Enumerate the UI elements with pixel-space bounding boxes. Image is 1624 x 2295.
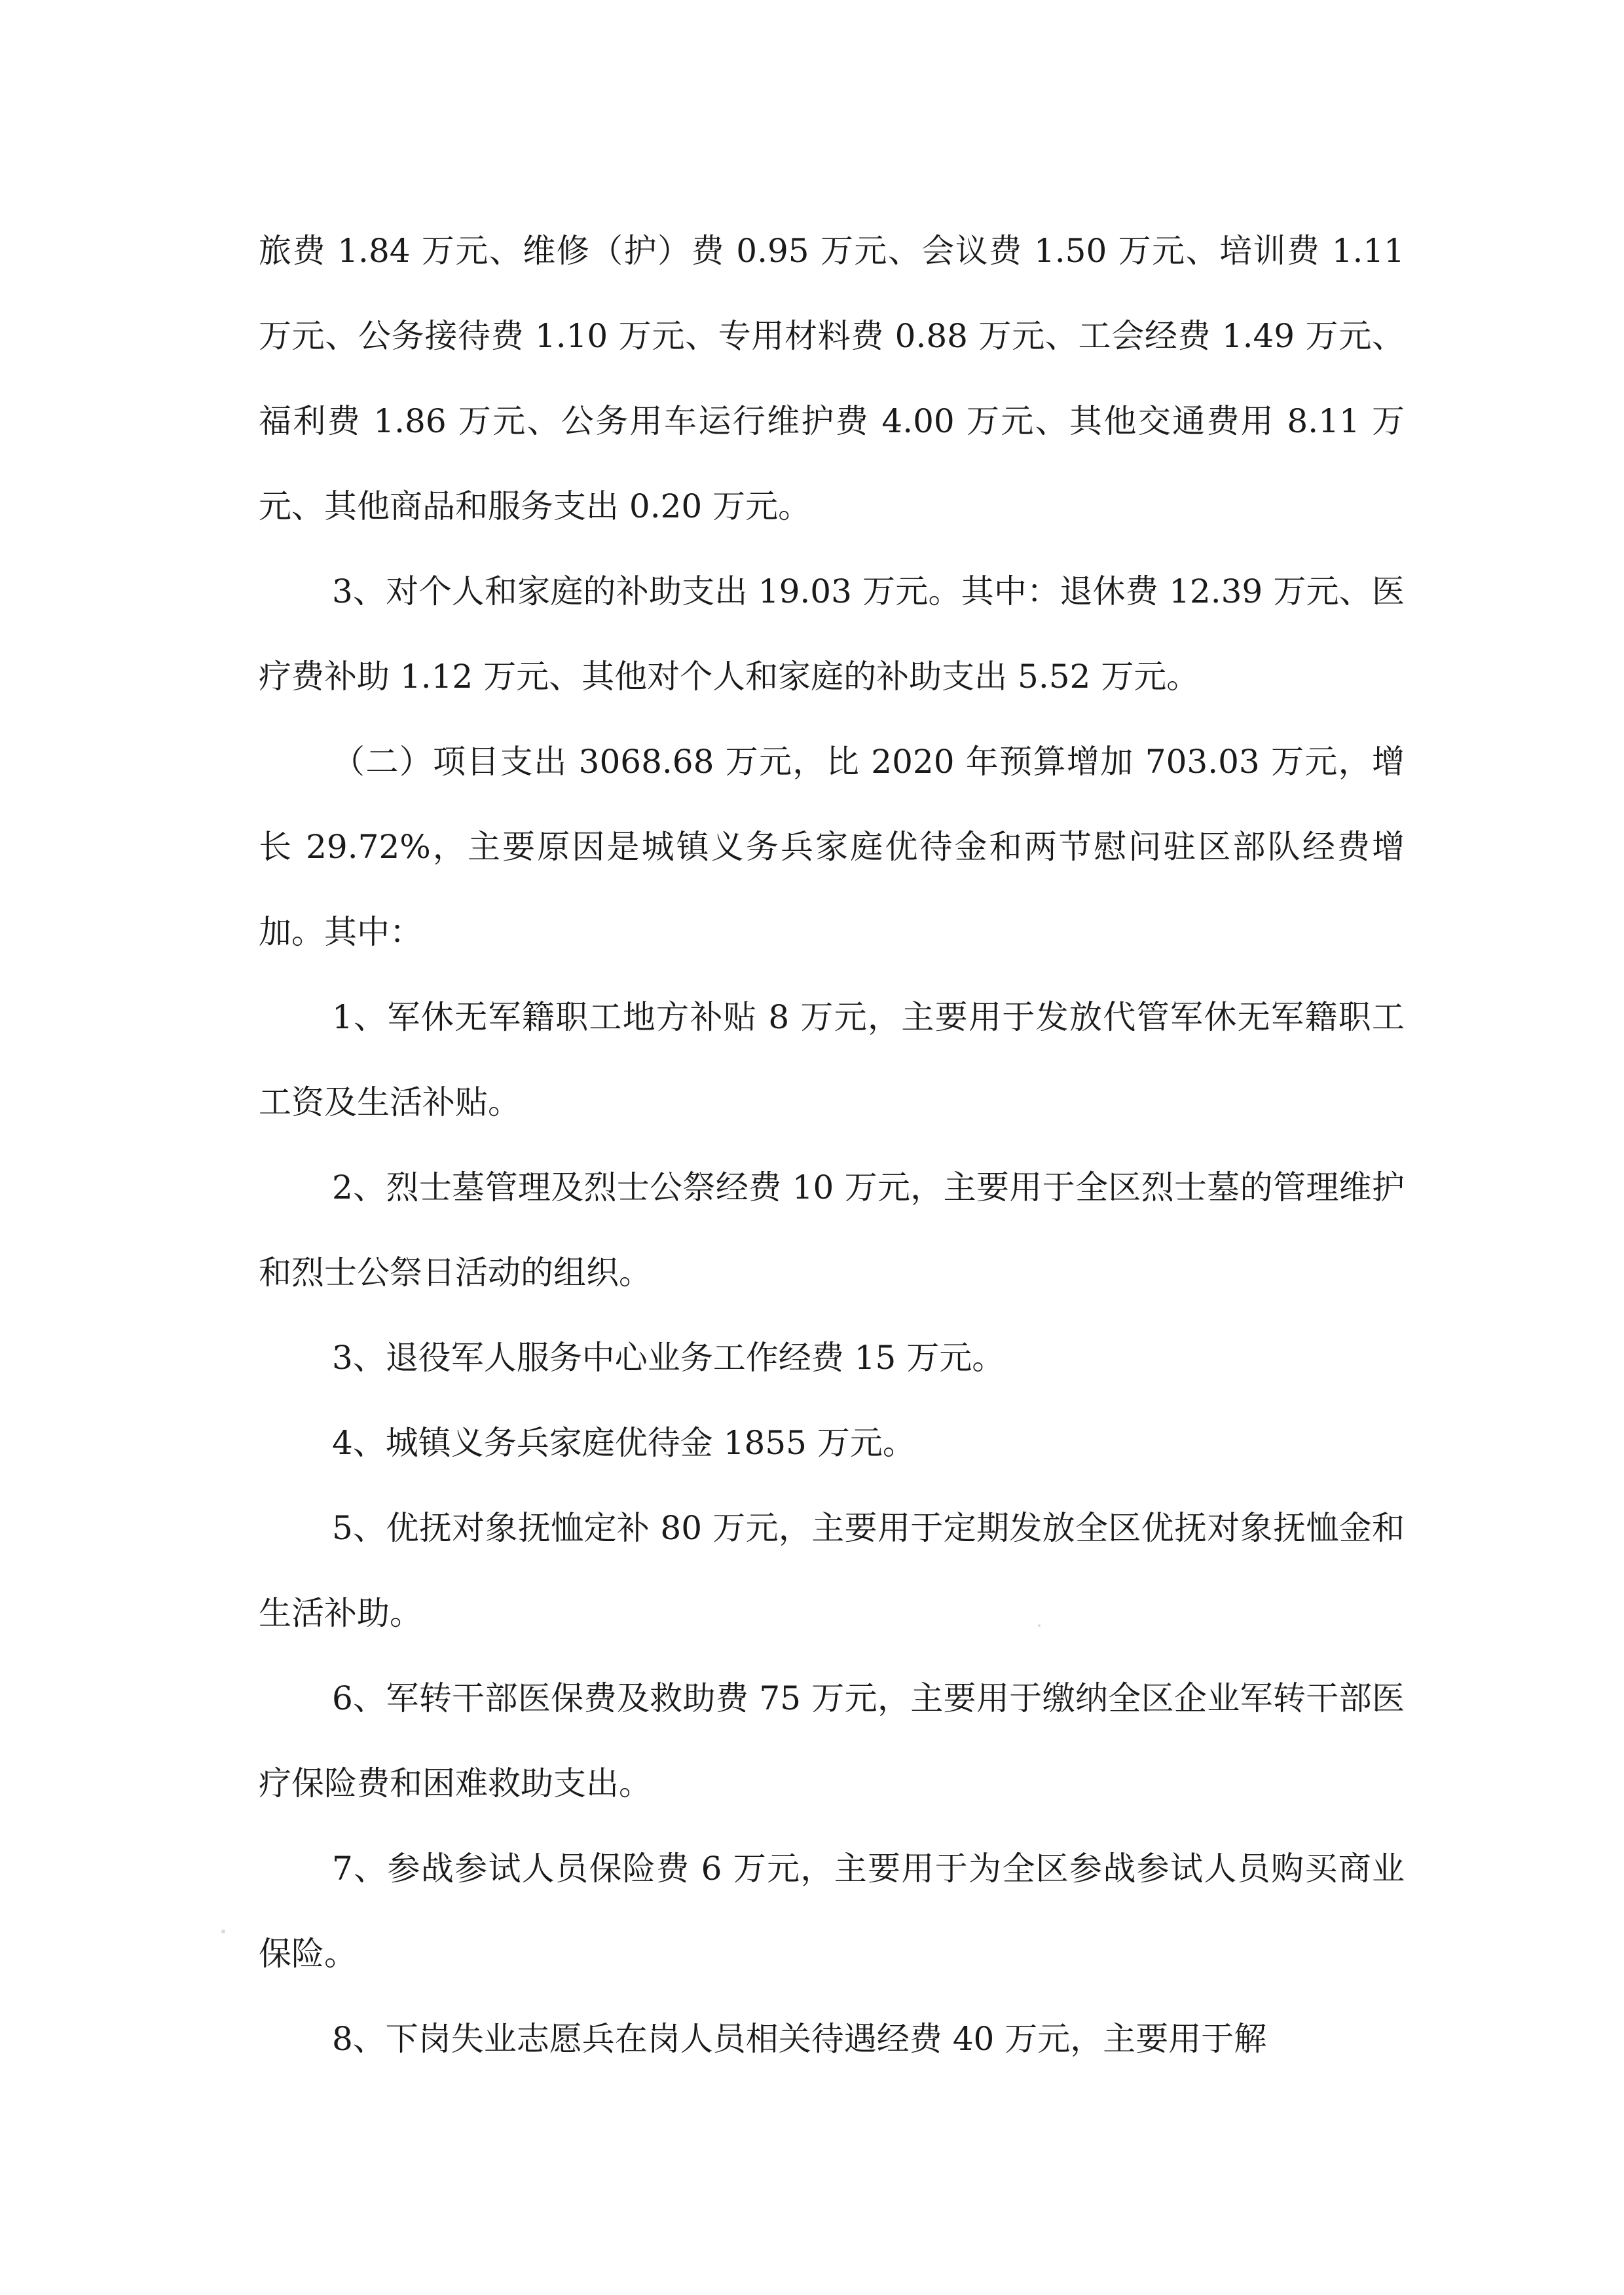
paragraph-item-5: 5、优抚对象抚恤定补 80 万元，主要用于定期发放全区优抚对象抚恤金和生活补助。: [259, 1509, 1405, 1632]
paragraph-item-4: 4、城镇义务兵家庭优待金 1855 万元。: [332, 1424, 915, 1462]
paragraph-item-2: 2、烈士墓管理及烈士公祭经费 10 万元，主要用于全区烈士墓的管理维护和烈士公祭日活动的组织。: [259, 1168, 1405, 1292]
scan-speck: [221, 1930, 225, 1933]
paragraph-item-7: 7、参战参试人员保险费 6 万元，主要用于为全区参战参试人员购买商业保险。: [259, 1850, 1405, 1973]
paragraph-household-subsidy: 3、对个人和家庭的补助支出 19.03 万元。其中：退休费 12.39 万元、医疗费补助 1.12 万元、其他对个人和家庭的补助支出 5.52 万元。: [259, 572, 1405, 696]
paragraph-item-3: 3、退役军人服务中心业务工作经费 15 万元。: [332, 1339, 1005, 1377]
document-body: [259, 208, 1405, 2081]
paragraph-item-1: 1、军休无军籍职工地方补贴 8 万元，主要用于发放代管军休无军籍职工工资及生活补贴。: [259, 998, 1405, 1121]
paragraph-travel-expenses-continued: 旅费 1.84 万元、维修（护）费 0.95 万元、会议费 1.50 万元、培训费 1.11 万元、公务接待费 1.10 万元、专用材料费 0.88 万元、工会经费 1.49 万元、福利费 1.86 万元、公务用车运行维护费 4.00 万元、其他交通费用 8.11 万元、其他商品和服务支出 0.20 万元。: [259, 232, 1405, 525]
paragraph-project-expenditure: （二）项目支出 3068.68 万元，比 2020 年预算增加 703.03 万元，增长 29.72%，主要原因是城镇义务兵家庭优待金和两节慰问驻区部队经费增加。其中：: [259, 743, 1405, 951]
paragraph-item-8: 8、下岗失业志愿兵在岗人员相关待遇经费 40 万元，主要用于解: [332, 2020, 1267, 2058]
paragraph-item-6: 6、军转干部医保费及救助费 75 万元，主要用于缴纳全区企业军转干部医疗保险费和困难救助支出。: [259, 1679, 1405, 1802]
